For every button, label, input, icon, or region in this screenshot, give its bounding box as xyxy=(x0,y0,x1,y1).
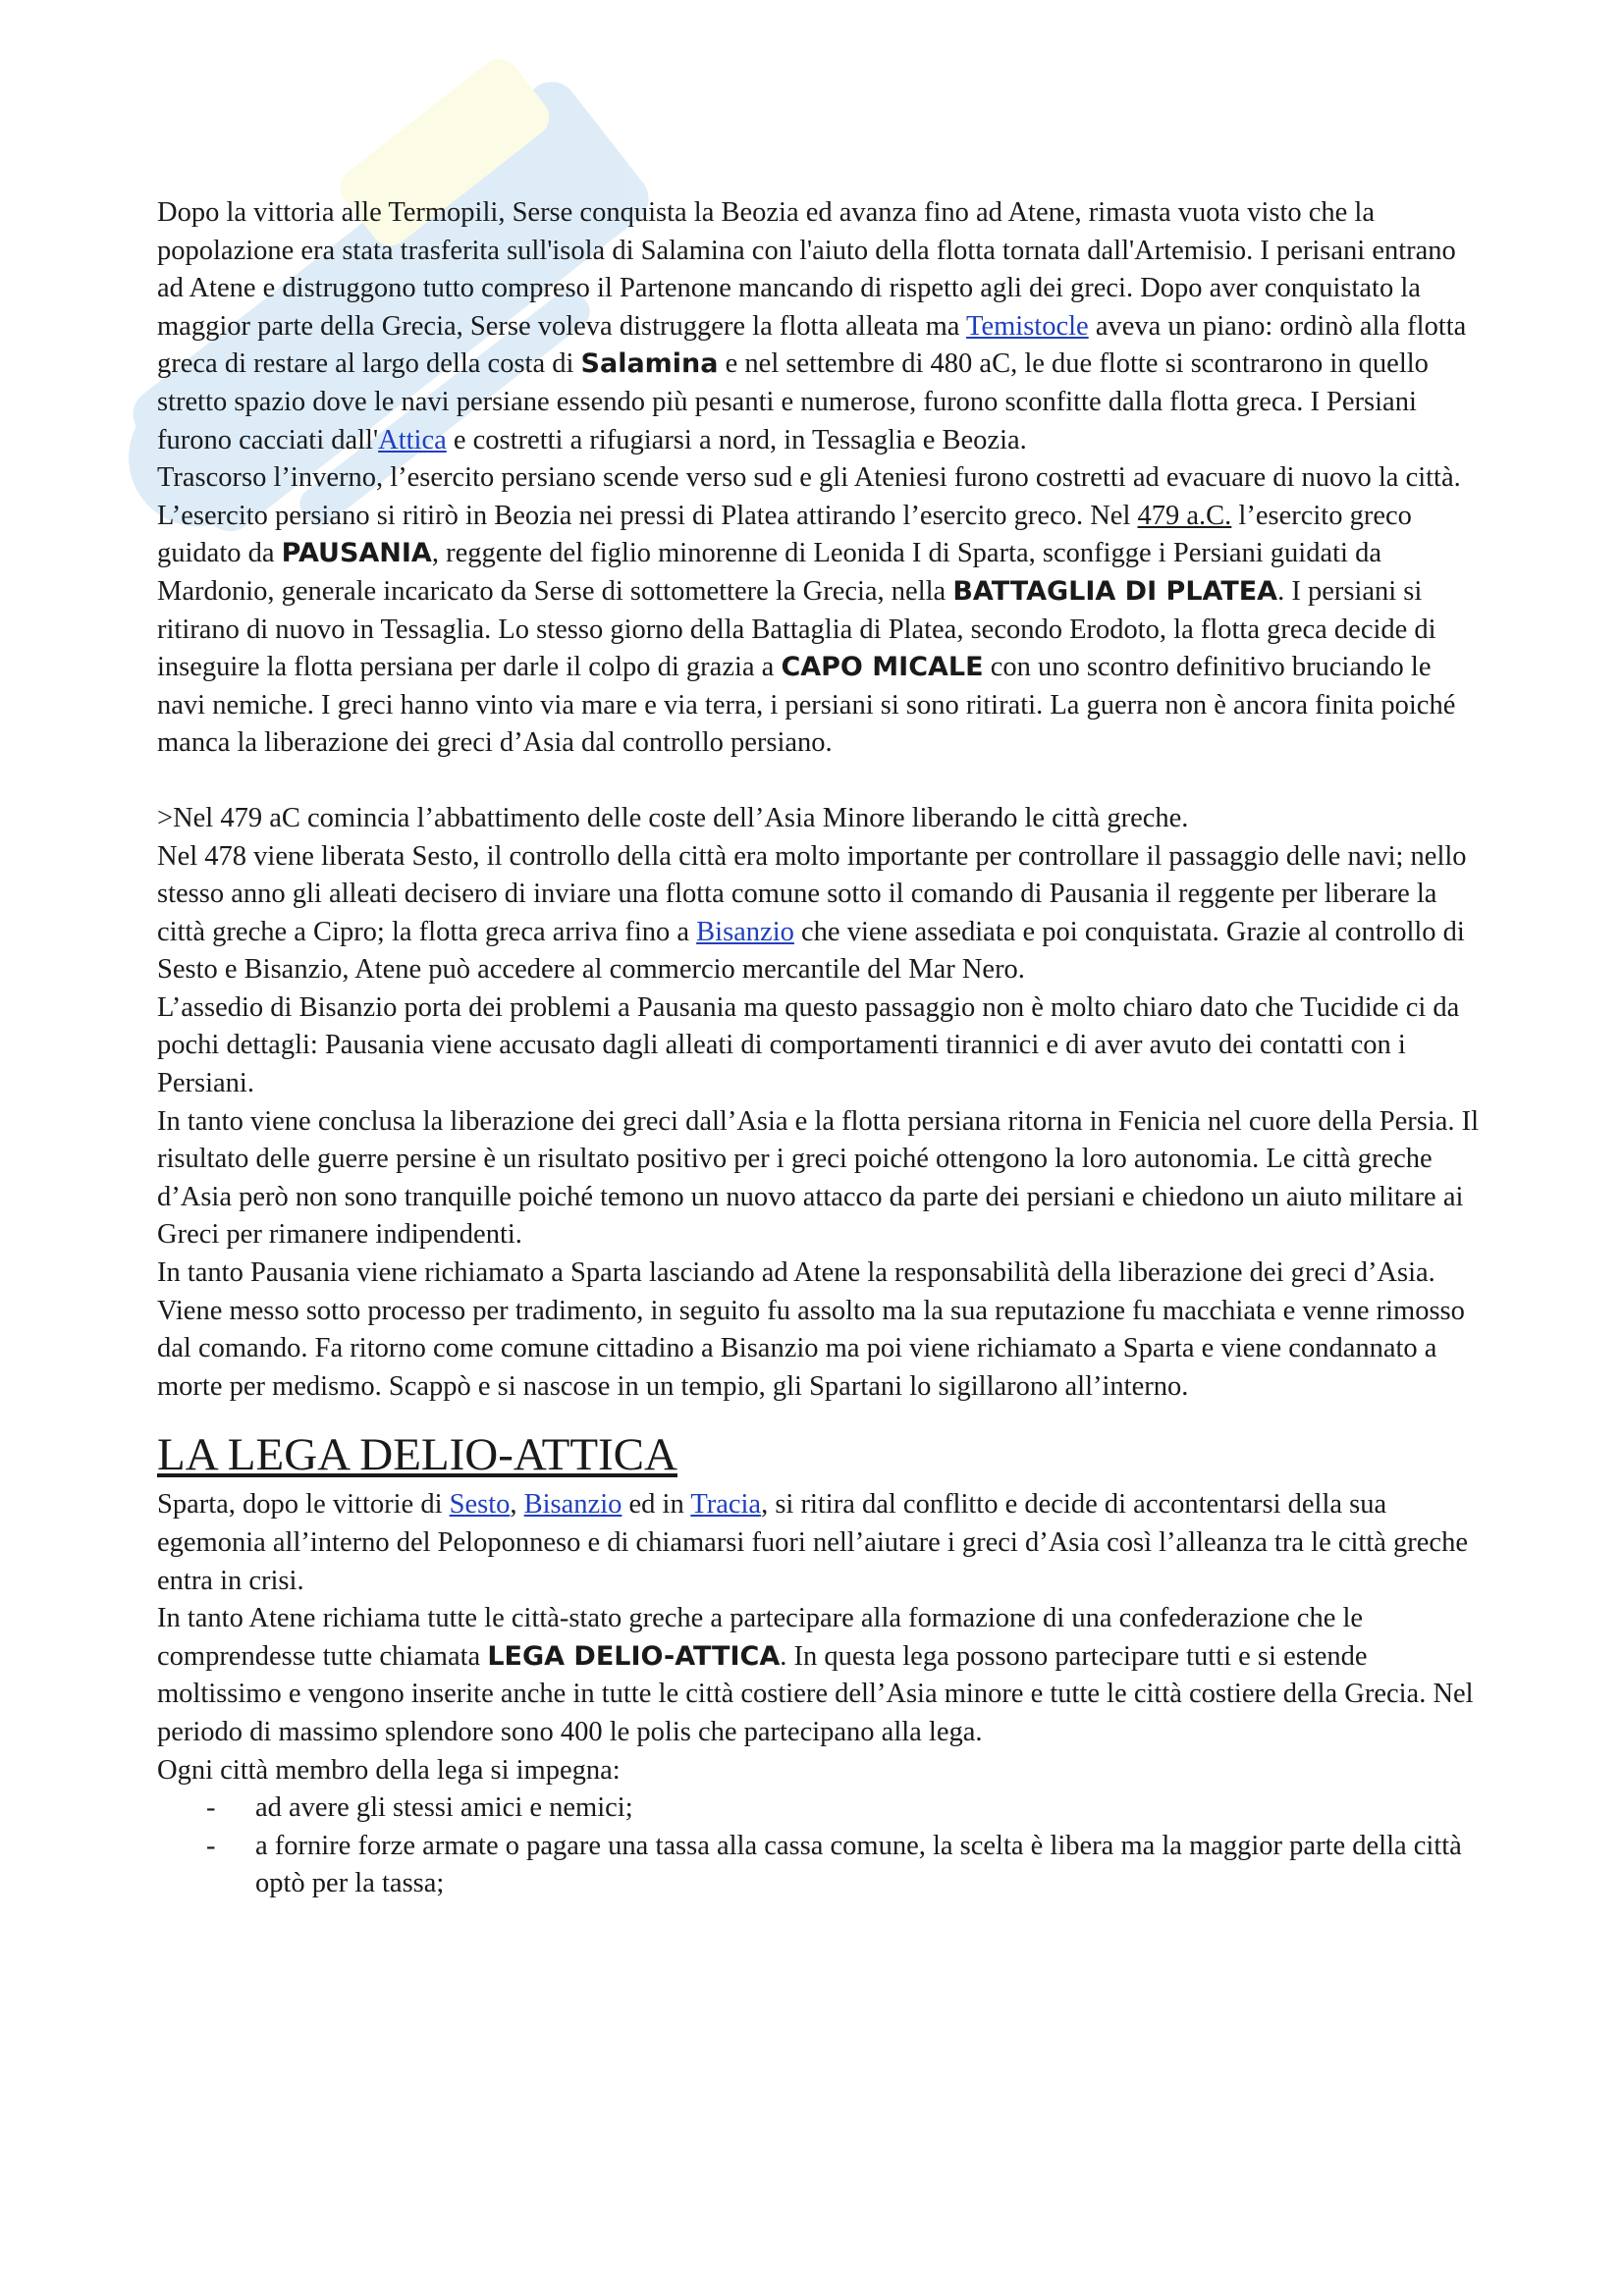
paragraph-3: >Nel 479 aC comincia l’abbattimento delle coste dell’Asia Minore liberando le città greche. xyxy=(157,802,1189,833)
underlined-date: 479 a.C. xyxy=(1137,500,1232,531)
document-page xyxy=(157,194,1483,1903)
link-bisanzio-2[interactable]: Bisanzio xyxy=(523,1489,622,1521)
paragraph-10: Ogni città membro della lega si impegna: xyxy=(157,1754,621,1786)
paragraph-2: Trascorso l’inverno, l’esercito persiano scende verso sud e gli Ateniesi furono costretti ad evacuare di nuovo la città. L’esercito persiano si ritirò in Beozia nei pressi di Platea attirando l’esercito greco. Nel 479 a.C. l’esercito greco guidato da PAUSANIA, reggente del figlio minorenne di Leonida I di Sparta, sconfigge i Persiani guidati da Mardonio, generale incaricato da Serse di sottomettere la Grecia, nella BATTAGLIA DI PLATEA. I persiani si ritirano di nuovo in Tessaglia. Lo stesso giorno della Battaglia di Platea, secondo Erodoto, la flotta greca decide di inseguire la flotta persiana per darle il colpo di grazia a CAPO MICALE con uno scontro definitivo bruciando le navi nemiche. I greci hanno vinto via mare e via terra, i persiani si sono ritirati. La guerra non è ancora finita poiché manca la liberazione dei greci d’Asia dal controllo persiano. xyxy=(157,462,1461,759)
link-sesto[interactable]: Sesto xyxy=(449,1489,511,1521)
link-attica[interactable]: Attica xyxy=(378,424,447,455)
section-heading: LA LEGA DELIO-ATTICA xyxy=(157,1429,677,1481)
paragraph-7: In tanto Pausania viene richiamato a Sparta lasciando ad Atene la responsabilità della liberazione dei greci d’Asia. Viene messo sotto processo per tradimento, in seguito fu assolto ma la sua reputazione fu macchiata e venne rimosso dal comando. Fa ritorno come comune cittadino a Bisanzio ma poi viene richiamato a Sparta e viene condannato a morte per medismo. Scappò e si nascose in un tempio, gli Spartani lo sigillarono all’interno. xyxy=(157,1257,1465,1402)
paragraph-6: In tanto viene conclusa la liberazione dei greci dall’Asia e la flotta persiana ritorna in Fenicia nel cuore della Persia. Il risultato delle guerre persine è un risultato positivo per i greci poiché ottengono la loro autonomia. Le città greche d’Asia però non sono tranquille poiché temono un nuovo attacco da parte dei persiani e chiedono un aiuto militare ai Greci per rimanere indipendenti. xyxy=(157,1105,1480,1251)
bold-battaglia-platea: BATTAGLIA DI PLATEA xyxy=(952,575,1278,607)
bold-lega-delio-attica: LEGA DELIO-ATTICA xyxy=(487,1640,781,1672)
dash-bullet: - xyxy=(206,1830,216,1861)
list-item: - a fornire forze armate o pagare una tassa alla cassa comune, la scelta è libera ma la maggior parte della città optò per la tassa; xyxy=(157,1828,1483,1903)
paragraph-gap xyxy=(157,763,1483,800)
paragraph-8: Sparta, dopo le vittorie di Sesto, Bisanzio ed in Tracia, si ritira dal conflitto e decide di accontentarsi della sua egemonia all’interno del Peloponneso e di chiamarsi fuori nell’aiutare i greci d’Asia così l’alleanza tra le città greche entra in crisi. xyxy=(157,1489,1468,1596)
bold-capo-micale: CAPO MICALE xyxy=(781,652,984,683)
dash-bullet: - xyxy=(206,1792,216,1824)
link-bisanzio[interactable]: Bisanzio xyxy=(696,916,794,947)
paragraph-9: In tanto Atene richiama tutte le città-stato greche a partecipare alla formazione di una confederazione che le comprendesse tutte chiamata LEGA DELIO-ATTICA. In questa lega possono partecipare tutti e si estende moltissimo e vengono inserite anche in tutte le città costiere dell’Asia minore e tutte le città costiere della Grecia. Nel periodo di massimo splendore sono 400 le polis che partecipano alla lega. xyxy=(157,1603,1474,1747)
bold-salamina: Salamina xyxy=(580,348,719,380)
link-temistocle[interactable]: Temistocle xyxy=(966,310,1089,342)
paragraph-5: L’assedio di Bisanzio porta dei problemi a Pausania ma questo passaggio non è molto chiaro dato che Tucidide ci da pochi dettagli: Pausania viene accusato dagli alleati di comportamenti tirannici e di aver avuto dei contatti con i Persiani. xyxy=(157,991,1460,1099)
paragraph-4: Nel 478 viene liberata Sesto, il controllo della città era molto importante per controllare il passaggio delle navi; nello stesso anno gli alleati decisero di inviare una flotta comune sotto il comando di Pausania il reggente per liberare la città greche a Cipro; la flotta greca arriva fino a Bisanzio che viene assediata e poi conquistata. Grazie al controllo di Sesto e Bisanzio, Atene può accedere al commercio mercantile del Mar Nero. xyxy=(157,840,1467,986)
bold-pausania: PAUSANIA xyxy=(281,538,432,569)
obligations-list xyxy=(157,1789,1483,1903)
link-tracia[interactable]: Tracia xyxy=(690,1489,762,1521)
list-item: - ad avere gli stessi amici e nemici; xyxy=(157,1789,1483,1828)
paragraph-1: Dopo la vittoria alle Termopili, Serse conquista la Beozia ed avanza fino ad Atene, rimasta vuota visto che la popolazione era stata trasferita sull'isola di Salamina con l'aiuto della flotta tornata dall'Artemisio. I perisani entrano ad Atene e distruggono tutto compreso il Partenone mancando di rispetto agli dei greci. Dopo aver conquistato la maggior parte della Grecia, Serse voleva distruggere la flotta alleata ma Temistocle aveva un piano: ordinò alla flotta greca di restare al largo della costa di Salamina e nel settembre di 480 aC, le due flotte si scontrarono in quello stretto spazio dove le navi persiane essendo più pesanti e numerose, furono sconfitte dalla flotta greca. I Persiani furono cacciati dall'Attica e costretti a rifugiarsi a nord, in Tessaglia e Beozia. xyxy=(157,197,1467,455)
